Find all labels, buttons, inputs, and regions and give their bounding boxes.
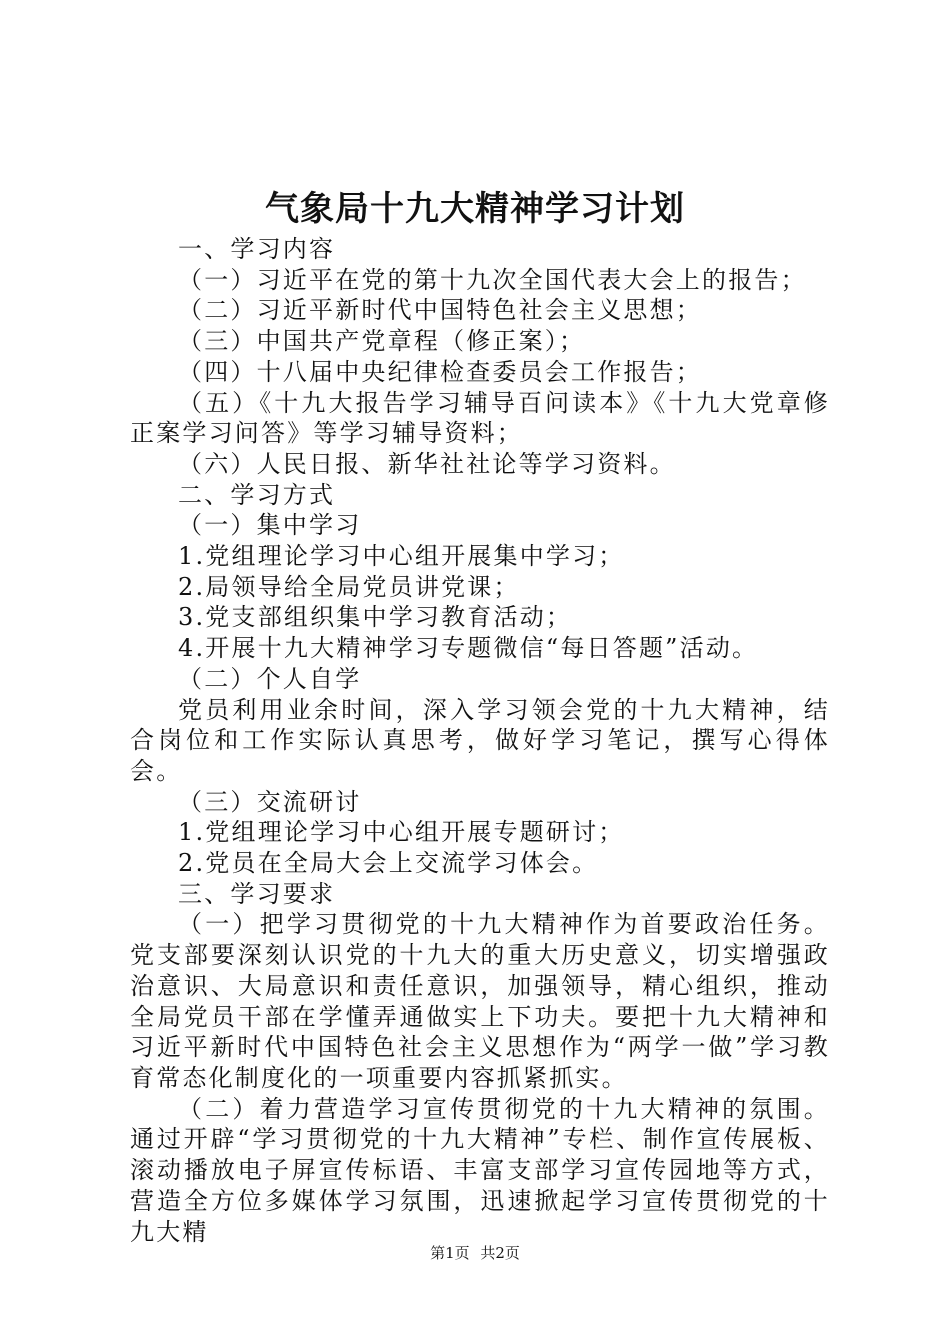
list-item: （二）习近平新时代中国特色社会主义思想； — [178, 296, 702, 325]
body-paragraph: （二）着力营造学习宣传贯彻党的十九大精神的氛围。通过开辟“学习贯彻党的十九大精神”专栏、制作宣传展板、滚动播放电子屏宣传标语、丰富支部学习宣传园地等方式，营造全方位多媒体学习氛围，迅速掀起学习宣传贯彻党的十九大精 — [130, 1094, 830, 1246]
page-footer — [0, 1243, 950, 1263]
list-item: 2.局领导给全局党员讲党课； — [178, 572, 520, 601]
page-number: 第1页 — [430, 1244, 470, 1262]
list-item: 3.党支部组织集中学习教育活动； — [178, 603, 573, 632]
subsection-heading: （二）个人自学 — [178, 664, 362, 693]
document-body — [130, 234, 830, 1247]
subsection-heading: （一）集中学习 — [178, 511, 362, 540]
body-paragraph: 党员利用业余时间，深入学习领会党的十九大精神，结合岗位和工作实际认真思考，做好学习笔记，撰写心得体会。 — [130, 695, 830, 785]
list-item: （五）《十九大报告学习辅导百问读本》《十九大党章修正案学习问答》等学习辅导资料； — [130, 388, 830, 448]
list-item: 2.党员在全局大会上交流学习体会。 — [178, 849, 599, 878]
page-total: 共2页 — [480, 1244, 520, 1262]
body-paragraph: （一）把学习贯彻党的十九大精神作为首要政治任务。党支部要深刻认识党的十九大的重大历史意义，切实增强政治意识、大局意识和责任意识，加强领导，精心组织，推动全局党员干部在学懂弄通做实上下功夫。要把十九大精神和习近平新时代中国特色社会主义思想作为“两学一做”学习教育常态化制度化的一项重要内容抓紧抓实。 — [130, 910, 830, 1092]
list-item: （三）中国共产党章程（修正案）； — [178, 327, 586, 356]
subsection-heading: （三）交流研讨 — [178, 787, 362, 816]
document-title: 气象局十九大精神学习计划 — [265, 189, 685, 229]
list-item: （六）人民日报、新华社社论等学习资料。 — [178, 449, 676, 478]
list-item: 4.开展十九大精神学习专题微信“每日答题”活动。 — [178, 634, 759, 663]
list-item: （四）十八届中央纪律检查委员会工作报告； — [178, 357, 702, 386]
list-item: 1.党组理论学习中心组开展专题研讨； — [178, 818, 625, 847]
list-item: （一）习近平在党的第十九次全国代表大会上的报告； — [178, 265, 807, 294]
list-item: 1.党组理论学习中心组开展集中学习； — [178, 542, 625, 571]
section-heading: 一、学习内容 — [178, 235, 336, 263]
section-heading: 二、学习方式 — [178, 480, 336, 509]
section-heading: 三、学习要求 — [178, 879, 336, 908]
